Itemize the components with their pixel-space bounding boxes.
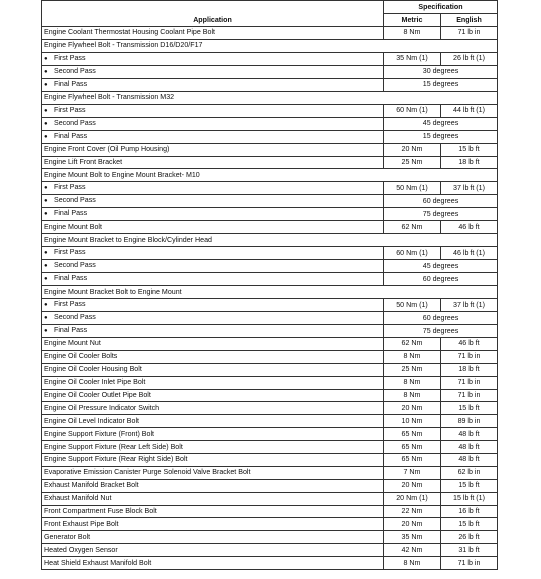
angle-spec-cell: 15 degrees: [384, 130, 498, 143]
table-row: [42, 143, 498, 156]
bullet-icon: ●: [44, 55, 48, 62]
metric-cell: 25 Nm: [384, 156, 441, 169]
step-label: Final Pass: [54, 131, 88, 140]
step-cell: [42, 195, 384, 208]
table-row: [42, 479, 498, 492]
english-cell: 48 lb ft: [441, 428, 498, 441]
step-label: First Pass: [54, 183, 86, 192]
english-cell: 15 lb ft: [441, 479, 498, 492]
table-row: [42, 454, 498, 467]
application-cell: Generator Bolt: [42, 531, 384, 544]
metric-cell: 65 Nm: [384, 441, 441, 454]
table-row: [42, 492, 498, 505]
table-body: [42, 27, 498, 570]
table-row: [42, 182, 498, 195]
step-cell: [42, 325, 384, 338]
table-row: [42, 169, 498, 182]
step-label: Second Pass: [54, 196, 96, 205]
table-row: [42, 531, 498, 544]
step-cell: [42, 130, 384, 143]
metric-cell: 8 Nm: [384, 27, 441, 40]
angle-spec-cell: 60 degrees: [384, 312, 498, 325]
metric-cell: 10 Nm: [384, 415, 441, 428]
table-row: [42, 441, 498, 454]
application-cell: Engine Support Fixture (Front) Bolt: [42, 428, 384, 441]
metric-cell: 50 Nm (1): [384, 299, 441, 312]
angle-spec-cell: 45 degrees: [384, 117, 498, 130]
table-row: [42, 350, 498, 363]
step-label: Final Pass: [54, 274, 88, 283]
application-header: Application: [42, 1, 384, 27]
english-cell: 37 lb ft (1): [441, 182, 498, 195]
bullet-icon: ●: [44, 276, 48, 283]
bullet-icon: ●: [44, 107, 48, 114]
application-cell: Exhaust Manifold Nut: [42, 492, 384, 505]
table-row: [42, 247, 498, 260]
application-cell: Front Exhaust Pipe Bolt: [42, 518, 384, 531]
application-cell: Engine Coolant Thermostat Housing Coolant Pipe Bolt: [42, 27, 384, 40]
table-row: [42, 325, 498, 338]
metric-cell: 20 Nm: [384, 143, 441, 156]
angle-spec-cell: 15 degrees: [384, 78, 498, 91]
step-cell: [42, 260, 384, 273]
english-cell: 15 lb ft: [441, 402, 498, 415]
step-label: First Pass: [54, 248, 86, 257]
application-cell: Engine Support Fixture (Rear Left Side) Bolt: [42, 441, 384, 454]
step-cell: [42, 65, 384, 78]
step-cell: [42, 52, 384, 65]
step-label: Final Pass: [54, 326, 88, 335]
bullet-icon: ●: [44, 120, 48, 127]
english-cell: 37 lb ft (1): [441, 299, 498, 312]
step-cell: [42, 117, 384, 130]
metric-cell: 20 Nm: [384, 479, 441, 492]
english-cell: 46 lb ft: [441, 221, 498, 234]
table-row: [42, 466, 498, 479]
step-cell: [42, 273, 384, 286]
english-cell: 15 lb ft (1): [441, 492, 498, 505]
table-row: [42, 402, 498, 415]
application-cell: Front Compartment Fuse Block Bolt: [42, 505, 384, 518]
english-cell: 71 lb in: [441, 557, 498, 570]
application-cell: Engine Oil Cooler Outlet Pipe Bolt: [42, 389, 384, 402]
step-cell: [42, 182, 384, 195]
bullet-icon: ●: [44, 198, 48, 205]
application-cell: Engine Lift Front Bracket: [42, 156, 384, 169]
step-cell: [42, 247, 384, 260]
english-cell: 15 lb ft: [441, 518, 498, 531]
metric-cell: 60 Nm (1): [384, 104, 441, 117]
application-cell: Engine Oil Cooler Inlet Pipe Bolt: [42, 376, 384, 389]
metric-cell: 22 Nm: [384, 505, 441, 518]
table-row: [42, 195, 498, 208]
step-label: Second Pass: [54, 66, 96, 75]
application-cell: Engine Oil Level Indicator Bolt: [42, 415, 384, 428]
bullet-icon: ●: [44, 133, 48, 140]
table-row: [42, 91, 498, 104]
metric-cell: 20 Nm (1): [384, 492, 441, 505]
metric-header: Metric: [384, 14, 441, 27]
english-cell: 26 lb ft: [441, 531, 498, 544]
step-label: Second Pass: [54, 313, 96, 322]
group-heading-cell: Engine Mount Bolt to Engine Mount Bracket- M10: [42, 169, 498, 182]
metric-cell: 8 Nm: [384, 376, 441, 389]
metric-cell: 42 Nm: [384, 544, 441, 557]
table-row: [42, 557, 498, 570]
application-cell: Engine Mount Nut: [42, 338, 384, 351]
table-row: [42, 286, 498, 299]
english-cell: 31 lb ft: [441, 544, 498, 557]
english-cell: 18 lb ft: [441, 156, 498, 169]
angle-spec-cell: 60 degrees: [384, 273, 498, 286]
metric-cell: 62 Nm: [384, 221, 441, 234]
angle-spec-cell: 60 degrees: [384, 195, 498, 208]
application-cell: Evaporative Emission Canister Purge Solenoid Valve Bracket Bolt: [42, 466, 384, 479]
table-header-row: [42, 1, 498, 14]
bullet-icon: ●: [44, 328, 48, 335]
english-cell: 71 lb in: [441, 350, 498, 363]
table-row: [42, 117, 498, 130]
table-row: [42, 234, 498, 247]
table-row: [42, 338, 498, 351]
bullet-icon: ●: [44, 185, 48, 192]
english-cell: 71 lb in: [441, 389, 498, 402]
metric-cell: 60 Nm (1): [384, 247, 441, 260]
metric-cell: 50 Nm (1): [384, 182, 441, 195]
metric-cell: 35 Nm: [384, 531, 441, 544]
group-heading-cell: Engine Flywheel Bolt - Transmission M32: [42, 91, 498, 104]
step-cell: [42, 312, 384, 325]
metric-cell: 8 Nm: [384, 350, 441, 363]
step-cell: [42, 299, 384, 312]
table-row: [42, 260, 498, 273]
application-cell: Engine Front Cover (Oil Pump Housing): [42, 143, 384, 156]
english-cell: 62 lb in: [441, 466, 498, 479]
bullet-icon: ●: [44, 211, 48, 218]
english-cell: 71 lb in: [441, 27, 498, 40]
english-cell: 16 lb ft: [441, 505, 498, 518]
application-cell: Engine Oil Pressure Indicator Switch: [42, 402, 384, 415]
metric-cell: 65 Nm: [384, 454, 441, 467]
step-cell: [42, 208, 384, 221]
torque-spec-table-container: [41, 0, 497, 570]
english-cell: 71 lb in: [441, 376, 498, 389]
metric-cell: 20 Nm: [384, 402, 441, 415]
metric-cell: 62 Nm: [384, 338, 441, 351]
metric-cell: 20 Nm: [384, 518, 441, 531]
table-row: [42, 65, 498, 78]
table-row: [42, 389, 498, 402]
angle-spec-cell: 75 degrees: [384, 208, 498, 221]
table-row: [42, 39, 498, 52]
english-cell: 46 lb ft: [441, 338, 498, 351]
step-label: Final Pass: [54, 79, 88, 88]
table-row: [42, 299, 498, 312]
specification-header: Specification: [384, 1, 498, 14]
english-cell: 89 lb in: [441, 415, 498, 428]
metric-cell: 25 Nm: [384, 363, 441, 376]
table-row: [42, 428, 498, 441]
table-row: [42, 376, 498, 389]
step-label: Second Pass: [54, 261, 96, 270]
english-cell: 15 lb ft: [441, 143, 498, 156]
application-cell: Heat Shield Exhaust Manifold Bolt: [42, 557, 384, 570]
metric-cell: 8 Nm: [384, 389, 441, 402]
application-cell: Heated Oxygen Sensor: [42, 544, 384, 557]
bullet-icon: ●: [44, 68, 48, 75]
step-label: First Pass: [54, 300, 86, 309]
application-cell: Engine Oil Cooler Housing Bolt: [42, 363, 384, 376]
application-cell: Engine Oil Cooler Bolts: [42, 350, 384, 363]
table-row: [42, 363, 498, 376]
table-row: [42, 130, 498, 143]
table-row: [42, 544, 498, 557]
bullet-icon: ●: [44, 81, 48, 88]
application-cell: Engine Mount Bolt: [42, 221, 384, 234]
table-row: [42, 27, 498, 40]
table-row: [42, 312, 498, 325]
english-cell: 26 lb ft (1): [441, 52, 498, 65]
table-row: [42, 221, 498, 234]
angle-spec-cell: 45 degrees: [384, 260, 498, 273]
table-row: [42, 518, 498, 531]
metric-cell: 8 Nm: [384, 557, 441, 570]
metric-cell: 35 Nm (1): [384, 52, 441, 65]
group-heading-cell: Engine Mount Bracket to Engine Block/Cylinder Head: [42, 234, 498, 247]
bullet-icon: ●: [44, 250, 48, 257]
step-label: Final Pass: [54, 209, 88, 218]
angle-spec-cell: 75 degrees: [384, 325, 498, 338]
table-row: [42, 208, 498, 221]
english-cell: 44 lb ft (1): [441, 104, 498, 117]
step-label: First Pass: [54, 53, 86, 62]
english-cell: 48 lb ft: [441, 441, 498, 454]
table-row: [42, 78, 498, 91]
bullet-icon: ●: [44, 302, 48, 309]
group-heading-cell: Engine Flywheel Bolt - Transmission D16/D20/F17: [42, 39, 498, 52]
angle-spec-cell: 30 degrees: [384, 65, 498, 78]
english-header: English: [441, 14, 498, 27]
table-row: [42, 505, 498, 518]
step-cell: [42, 104, 384, 117]
bullet-icon: ●: [44, 263, 48, 270]
group-heading-cell: Engine Mount Bracket Bolt to Engine Mount: [42, 286, 498, 299]
application-cell: Engine Support Fixture (Rear Right Side) Bolt: [42, 454, 384, 467]
step-cell: [42, 78, 384, 91]
metric-cell: 65 Nm: [384, 428, 441, 441]
english-cell: 46 lb ft (1): [441, 247, 498, 260]
table-row: [42, 52, 498, 65]
english-cell: 18 lb ft: [441, 363, 498, 376]
step-label: First Pass: [54, 105, 86, 114]
torque-spec-table: [41, 0, 498, 570]
metric-cell: 7 Nm: [384, 466, 441, 479]
table-row: [42, 104, 498, 117]
table-row: [42, 273, 498, 286]
table-row: [42, 415, 498, 428]
step-label: Second Pass: [54, 118, 96, 127]
bullet-icon: ●: [44, 315, 48, 322]
english-cell: 48 lb ft: [441, 454, 498, 467]
table-row: [42, 156, 498, 169]
application-cell: Exhaust Manifold Bracket Bolt: [42, 479, 384, 492]
